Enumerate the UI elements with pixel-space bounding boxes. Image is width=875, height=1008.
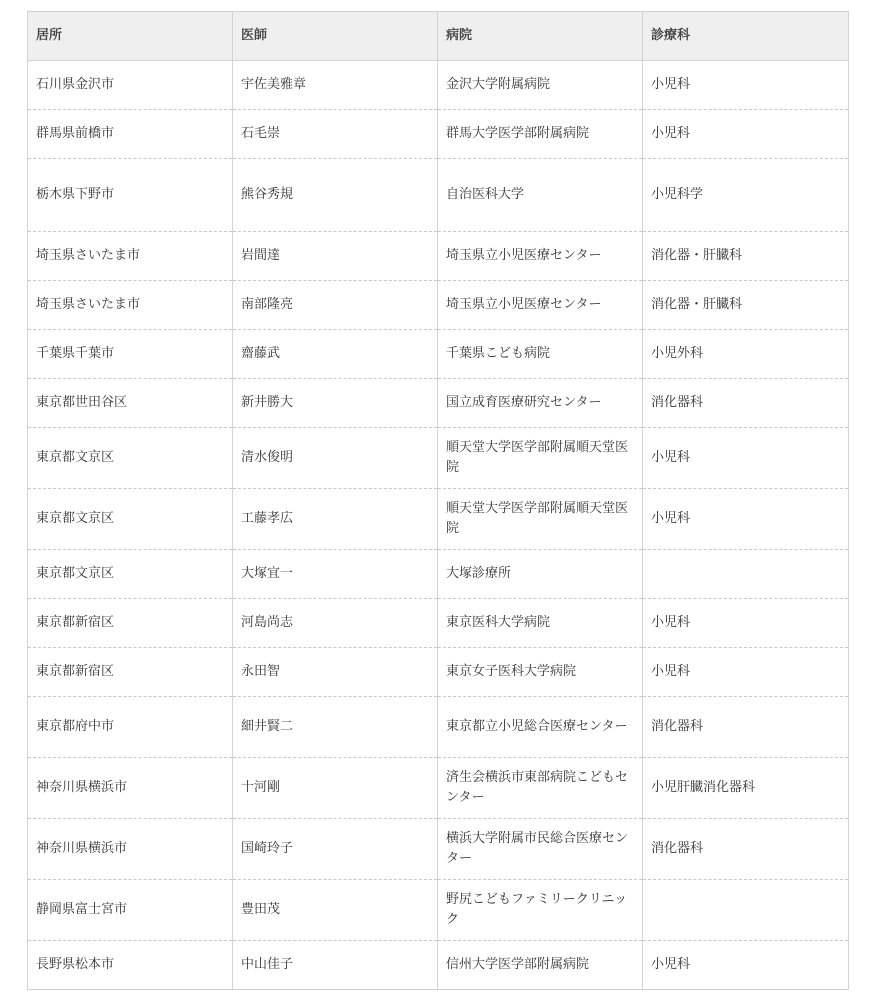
cell-department: 小児科 [643,110,849,159]
cell-doctor: 大塚宜一 [233,550,438,599]
cell-department: 消化器科 [643,379,849,428]
cell-hospital: 大塚診療所 [438,550,643,599]
cell-doctor: 岩間達 [233,232,438,281]
table-row [28,379,849,428]
cell-department: 小児科 [643,61,849,110]
header-residence: 居所 [28,12,233,61]
cell-residence: 栃木県下野市 [28,159,233,232]
cell-department: 小児科 [643,489,849,550]
table-row [28,599,849,648]
table-row [28,550,849,599]
cell-hospital: 野尻こどもファミリークリニック [438,880,643,941]
cell-residence: 東京都文京区 [28,489,233,550]
table-row [28,648,849,697]
cell-doctor: 石毛崇 [233,110,438,159]
table-row [28,489,849,550]
cell-residence: 長野県松本市 [28,941,233,990]
cell-residence: 東京都府中市 [28,697,233,758]
cell-doctor: 熊谷秀規 [233,159,438,232]
cell-residence: 東京都新宿区 [28,599,233,648]
table-row [28,61,849,110]
cell-department: 小児科学 [643,159,849,232]
cell-residence: 神奈川県横浜市 [28,819,233,880]
cell-residence: 千葉県千葉市 [28,330,233,379]
cell-hospital: 自治医科大学 [438,159,643,232]
cell-residence: 埼玉県さいたま市 [28,281,233,330]
cell-doctor: 工藤孝広 [233,489,438,550]
table-row [28,330,849,379]
cell-residence: 東京都文京区 [28,428,233,489]
cell-residence: 石川県金沢市 [28,61,233,110]
header-doctor: 医師 [233,12,438,61]
cell-doctor: 国崎玲子 [233,819,438,880]
cell-department: 小児肝臓消化器科 [643,758,849,819]
cell-residence: 静岡県富士宮市 [28,880,233,941]
doctor-table-container [27,11,848,990]
table-row [28,941,849,990]
cell-hospital: 埼玉県立小児医療センター [438,281,643,330]
header-row [28,12,849,61]
cell-hospital: 千葉県こども病院 [438,330,643,379]
cell-hospital: 東京医科大学病院 [438,599,643,648]
cell-department: 小児科 [643,648,849,697]
cell-department: 消化器科 [643,819,849,880]
cell-residence: 東京都世田谷区 [28,379,233,428]
table-row [28,428,849,489]
cell-hospital: 順天堂大学医学部附属順天堂医院 [438,489,643,550]
cell-doctor: 豊田茂 [233,880,438,941]
table-row [28,819,849,880]
cell-hospital: 群馬大学医学部附属病院 [438,110,643,159]
table-row [28,697,849,758]
cell-department [643,880,849,941]
table-row [28,232,849,281]
cell-residence: 東京都文京区 [28,550,233,599]
cell-department: 小児科 [643,941,849,990]
cell-hospital: 国立成育医療研究センター [438,379,643,428]
cell-residence: 埼玉県さいたま市 [28,232,233,281]
cell-hospital: 東京都立小児総合医療センター [438,697,643,758]
cell-doctor: 新井勝大 [233,379,438,428]
cell-doctor: 河島尚志 [233,599,438,648]
cell-department: 小児科 [643,428,849,489]
cell-hospital: 東京女子医科大学病院 [438,648,643,697]
cell-doctor: 永田智 [233,648,438,697]
table-row [28,880,849,941]
cell-doctor: 齋藤武 [233,330,438,379]
cell-doctor: 清水俊明 [233,428,438,489]
cell-department: 消化器科 [643,697,849,758]
cell-residence: 東京都新宿区 [28,648,233,697]
table-row [28,758,849,819]
cell-department: 小児外科 [643,330,849,379]
cell-department: 小児科 [643,599,849,648]
cell-doctor: 十河剛 [233,758,438,819]
table-row [28,281,849,330]
cell-doctor: 南部隆亮 [233,281,438,330]
cell-hospital: 信州大学医学部附属病院 [438,941,643,990]
header-hospital: 病院 [438,12,643,61]
cell-hospital: 済生会横浜市東部病院こどもセンター [438,758,643,819]
cell-department: 消化器・肝臓科 [643,281,849,330]
cell-doctor: 宇佐美雅章 [233,61,438,110]
cell-hospital: 横浜大学附属市民総合医療センター [438,819,643,880]
table-row [28,159,849,232]
cell-hospital: 順天堂大学医学部附属順天堂医院 [438,428,643,489]
cell-hospital: 埼玉県立小児医療センター [438,232,643,281]
cell-department: 消化器・肝臓科 [643,232,849,281]
cell-doctor: 細井賢二 [233,697,438,758]
doctor-table [27,11,849,990]
cell-residence: 群馬県前橋市 [28,110,233,159]
header-department: 診療科 [643,12,849,61]
table-row [28,110,849,159]
cell-hospital: 金沢大学附属病院 [438,61,643,110]
cell-doctor: 中山佳子 [233,941,438,990]
cell-residence: 神奈川県横浜市 [28,758,233,819]
cell-department [643,550,849,599]
